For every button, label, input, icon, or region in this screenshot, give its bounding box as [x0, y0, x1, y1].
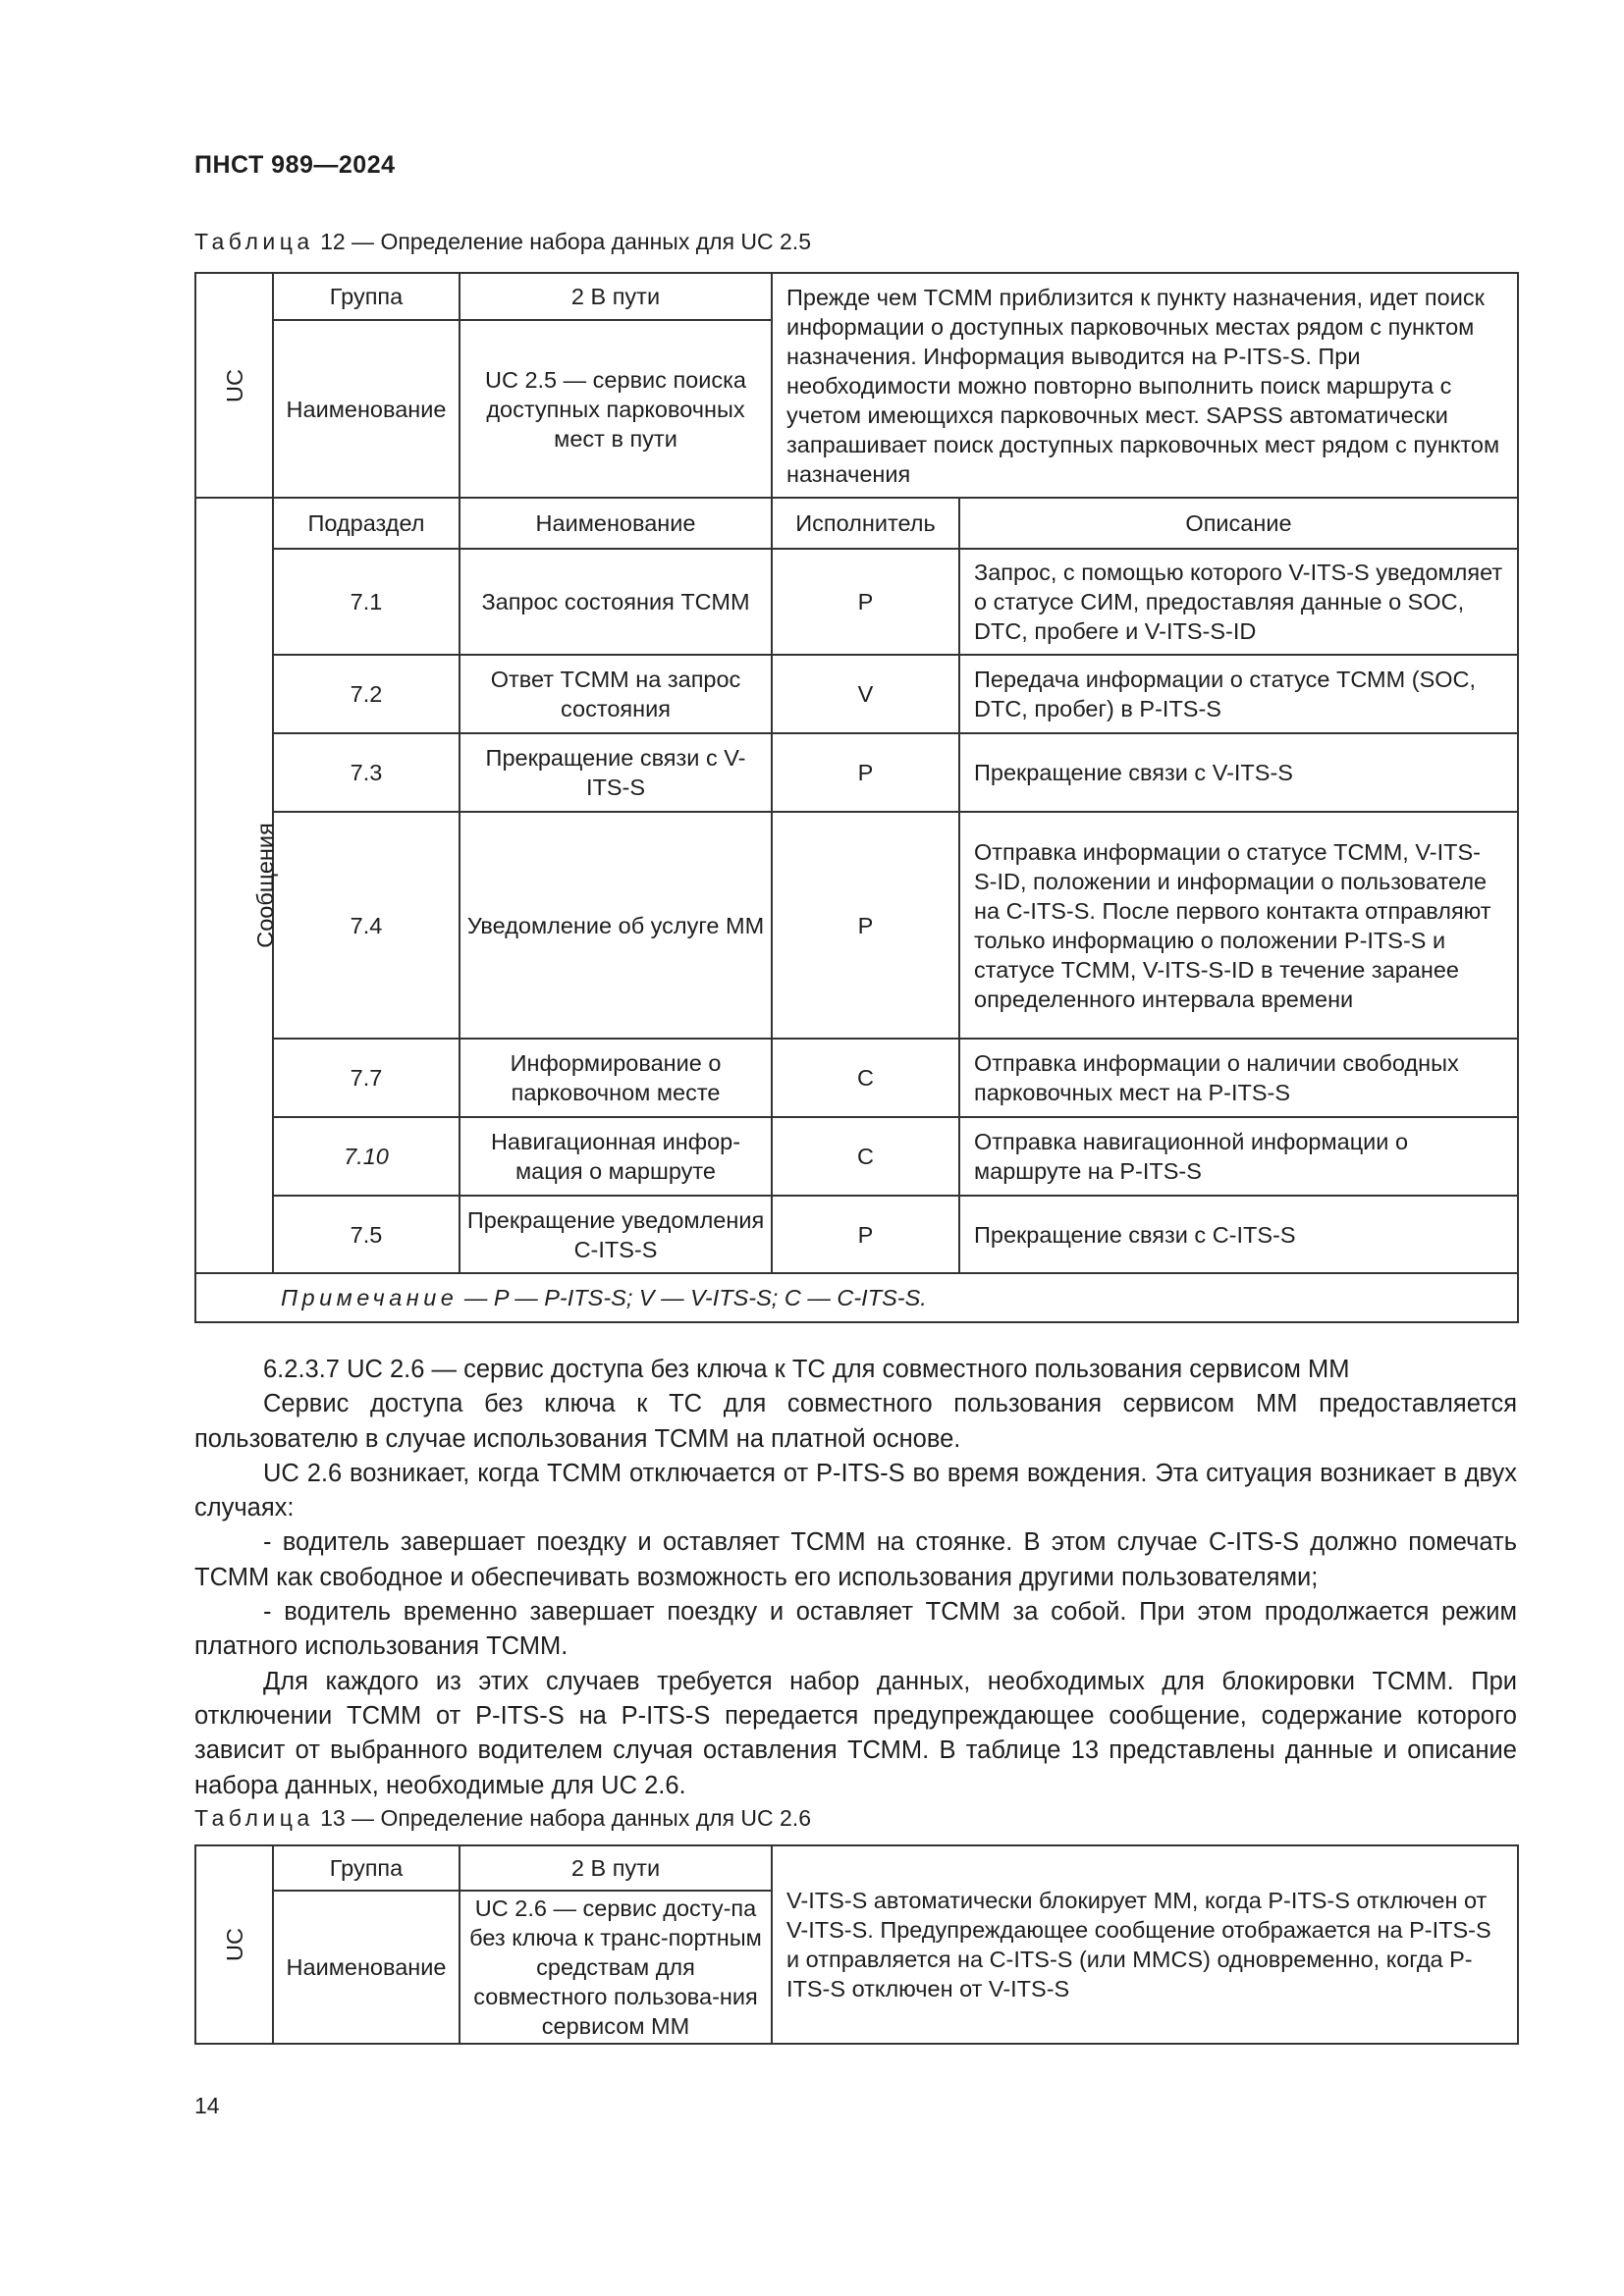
row-section: 7.7 [273, 1039, 460, 1117]
body-paragraph: Для каждого из этих случаев требуется набор данных, необходимых для блокировки ТСММ. При отключении ТСММ от P-ITS-S на P-ITS-S передается предупреждающее сообщение, содержание которого зависит от выбранного водителем случая оставления ТСММ. В таблице 13 представлены данные и описание набора данных, необходимые для UC 2.6. [194, 1667, 1517, 1799]
row-name: Прекращение связи с V-ITS-S [460, 733, 772, 812]
page-number: 14 [194, 2093, 220, 2118]
row-executor: P [772, 733, 959, 812]
group-value: 2 В пути [460, 273, 772, 320]
uc-description: V-ITS-S автоматически блокирует ММ, когда P-ITS-S отключен от V-ITS-S. Предупреждающее сообщение отображается на P-ITS-S и отправляется на C-ITS-S (или MMCS) одновременно, когда P-ITS-S отключен от V-ITS-S [772, 1845, 1518, 2044]
table-13 [194, 1844, 1519, 2045]
uc-label-cell [195, 1845, 273, 2044]
column-header-row [195, 498, 1518, 549]
column-header-section: Подраздел [273, 498, 460, 549]
row-description: Прекращение связи с V-ITS-S [959, 733, 1518, 812]
table-row [195, 1196, 1518, 1273]
row-name: Прекращение уведомления C-ITS-S [460, 1196, 772, 1273]
table-row [195, 812, 1518, 1039]
row-section: 7.4 [273, 812, 460, 1039]
table-13-caption [194, 1805, 811, 1832]
group-label: Группа [273, 273, 460, 320]
table-row [195, 733, 1518, 812]
row-executor: V [772, 655, 959, 733]
row-section: 7.5 [273, 1196, 460, 1273]
name-value: UC 2.5 — сервис поиска доступных парковочных мест в пути [460, 320, 772, 498]
row-name: Ответ ТСММ на запрос состояния [460, 655, 772, 733]
table-12-note [195, 1273, 1518, 1322]
group-label: Группа [273, 1845, 460, 1891]
note-text: — P — P-ITS-S; V — V-ITS-S; C — C-ITS-S. [458, 1285, 927, 1310]
row-section: 7.3 [273, 733, 460, 812]
row-section: 7.2 [273, 655, 460, 733]
row-name: Информирование о парковочном месте [460, 1039, 772, 1117]
uc-label: UC [221, 1928, 247, 1961]
messages-label: Сообщения [251, 823, 278, 948]
row-description: Запрос, с помощью которого V-ITS-S уведомляет о статусе СИМ, предоставляя данные о SOC, DTC, пробеге и V-ITS-S-ID [959, 549, 1518, 655]
row-description: Отправка информации о статусе ТСММ, V-ITS-S-ID, положении и информации о пользователе на C-ITS-S. После первого контакта отправляют только информацию о положении P-ITS-S и статусе ТСММ, V-ITS-S-ID в течение заранее определенного интервала времени [959, 812, 1518, 1039]
row-executor: C [772, 1117, 959, 1196]
table-row [195, 1117, 1518, 1196]
table-row [195, 549, 1518, 655]
uc-label-cell [195, 273, 273, 498]
table-13-caption-text: 13 — Определение набора данных для UC 2.6 [320, 1805, 811, 1831]
document-header: ПНСТ 989—2024 [194, 151, 396, 179]
row-name: Уведомление об услуге ММ [460, 812, 772, 1039]
table-row [195, 655, 1518, 733]
subsection-heading: 6.2.3.7 UC 2.6 — сервис доступа без ключа к ТС для совместного пользования сервисом ММ [263, 1356, 1350, 1383]
body-paragraph: - водитель завершает поездку и оставляет ТСММ на стоянке. В этом случае C-ITS-S должно помечать ТСММ как свободное и обеспечивать возможность его использования другими пользователями; [194, 1528, 1517, 1591]
table-13-caption-label: Таблица [194, 1805, 314, 1831]
name-label: Наименование [273, 320, 460, 498]
note-label: Примечание [281, 1285, 459, 1310]
column-header-name: Наименование [460, 498, 772, 549]
table-12-caption [194, 229, 811, 255]
row-description: Передача информации о статусе ТСММ (SOC, DTC, пробег) в P-ITS-S [959, 655, 1518, 733]
row-executor: P [772, 1196, 959, 1273]
messages-label-cell [195, 498, 278, 1273]
table-12-caption-text: 12 — Определение набора данных для UC 2.5 [320, 229, 811, 254]
body-paragraph: UC 2.6 возникает, когда ТСММ отключается от P-ITS-S во время вождения. Эта ситуация возникает в двух случаях: [194, 1459, 1517, 1522]
body-paragraph: Сервис доступа без ключа к ТС для совместного пользования сервисом ММ предоставляется пользователю в случае использования ТСММ на платной основе. [194, 1390, 1517, 1453]
row-description: Отправка навигационной информации о маршруте на P-ITS-S [959, 1117, 1518, 1196]
table-row [195, 1039, 1518, 1117]
table-12 [194, 272, 1519, 1323]
row-description: Отправка информации о наличии свободных парковочных мест на P-ITS-S [959, 1039, 1518, 1117]
row-executor: C [772, 1039, 959, 1117]
uc-label: UC [221, 368, 247, 402]
row-executor: P [772, 549, 959, 655]
column-header-executor: Исполнитель [772, 498, 959, 549]
body-text [194, 1353, 1517, 1803]
name-label: Наименование [273, 1891, 460, 2044]
row-description: Прекращение связи с C-ITS-S [959, 1196, 1518, 1273]
name-value: UC 2.6 — сервис досту-па без ключа к транс-портным средствам для совместного пользова-ния сервисом ММ [460, 1891, 772, 2044]
row-name: Запрос состояния ТСММ [460, 549, 772, 655]
row-section: 7.10 [273, 1117, 460, 1196]
group-value: 2 В пути [460, 1845, 772, 1891]
row-name: Навигационная инфор-мация о маршруте [460, 1117, 772, 1196]
row-section: 7.1 [273, 549, 460, 655]
uc-description: Прежде чем ТСММ приблизится к пункту назначения, идет поиск информации о доступных парковочных местах рядом с пунктом назначения. Информация выводится на P-ITS-S. При необходимости можно повторно выполнить поиск маршрута с учетом имеющихся парковочных мест. SAPSS автоматически запрашивает поиск доступных парковочных мест рядом с пунктом назначения [772, 273, 1518, 498]
body-paragraph: - водитель временно завершает поездку и оставляет ТСММ за собой. При этом продолжается режим платного использования ТСММ. [194, 1598, 1517, 1661]
column-header-description: Описание [959, 498, 1518, 549]
row-executor: P [772, 812, 959, 1039]
table-12-caption-label: Таблица [194, 229, 314, 254]
